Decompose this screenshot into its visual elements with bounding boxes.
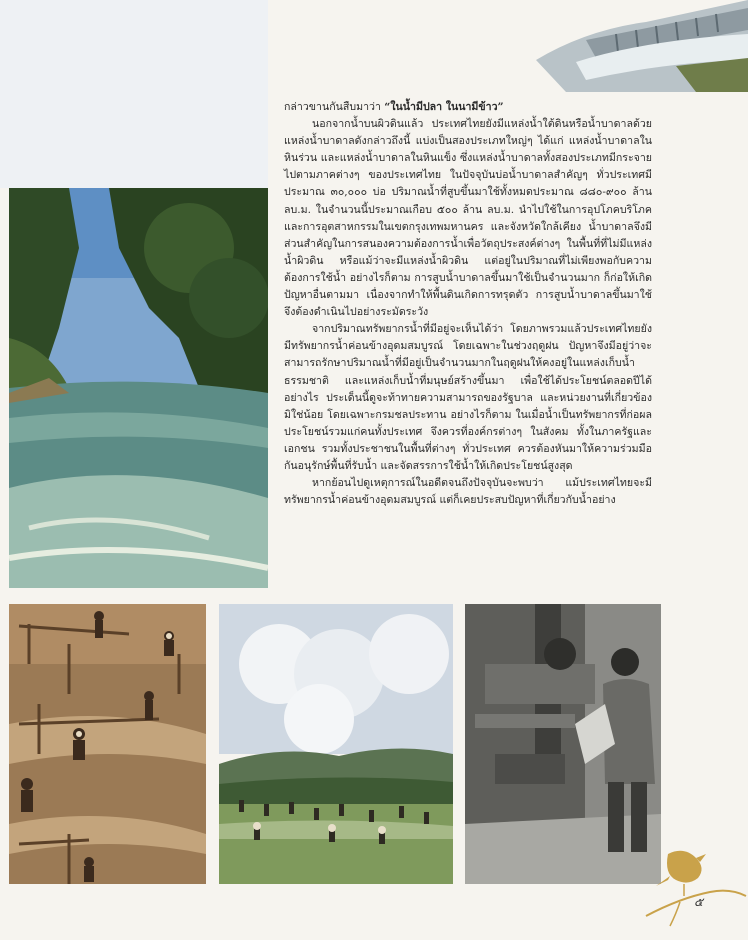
rice-field-photo bbox=[219, 604, 453, 884]
fishing-photo bbox=[9, 604, 206, 884]
intro-line bbox=[284, 99, 652, 116]
river-photo bbox=[9, 188, 268, 588]
page-number: ๕ bbox=[694, 895, 704, 909]
proverb-quote: “ในน้ำมีปลา ในนามีข้าว” bbox=[384, 101, 504, 113]
bird-on-branch-icon bbox=[640, 846, 748, 930]
paragraph-history: หากย้อนไปดูเหตุการณ์ในอดีตจนถึงปัจจุบันจะพบว่า แม้ประเทศไทยจะมีทรัพยากรน้ำค่อนข้างอุดมสมบูรณ์ แต่ก็เคยประสบปัญหาที่เกี่ยวกับน้ำอย่าง bbox=[284, 477, 652, 507]
paragraph-water-resources: จากปริมาณทรัพยากรน้ำที่มีอยู่จะเห็นได้ว่า โดยภาพรวมแล้วประเทศไทยยังมีทรัพยากรน้ำค่อนข้างอุดมสมบูรณ์ โดยเฉพาะในช่วงฤดูฝน ปัญหาจึงมีอยู่ว่าจะสามารถรักษาปริมาณน้ำที่มีอยู่เป็นจำนวนมากในฤดูฝนให้คงอยู่ในแหล่งเก็บน้ำธรรมชาติ และแหล่งเก็บน้ำที่มนุษย์สร้างขึ้นมา เพื่อใช้ได้ประโยชน์ตลอดปีได้อย่างไร ประเด็นนี้ดูจะท้าทายความสามารถของรัฐบาล และหน่วยงานที่เกี่ยวข้องมิใช่น้อย โดยเฉพาะกรมชลประทาน อย่างไรก็ตาม ในเมื่อน้ำเป็นทรัพยากรที่ก่อผลประโยชน์รวมแก่คนทั้งประเทศ จึงควรที่องค์กรต่างๆ ในสังคม ทั้งในภาครัฐและเอกชน รวมทั้งประชาชนในพื้นที่ต่างๆ ทั่วประเทศ ควรต้องหันมาให้ความร่วมมือกันอนุรักษ์พื้นที่รับน้ำ และจัดสรรการใช้น้ำให้เกิดประโยชน์สูงสุด bbox=[284, 323, 652, 472]
drilling-photo bbox=[465, 604, 661, 884]
top-left-blank-area bbox=[0, 0, 268, 188]
intro-text: กล่าวขานกันสืบมาว่า bbox=[284, 101, 385, 113]
paragraph-groundwater: นอกจากน้ำบนผิวดินแล้ว ประเทศไทยยังมีแหล่งน้ำใต้ดินหรือน้ำบาดาลด้วย แหล่งน้ำบาดาลดังกล่าวถึงนี้ แบ่งเป็นสองประเภทใหญ่ๆ ได้แก่ แหล่งน้ำบาดาลในหินร่วน และแหล่งน้ำบาดาลในหินแข็ง ซึ่งแหล่งน้ำบาดาลทั้งสองประเภทมีกระจายไปตามภาคต่างๆ ของประเทศไทย ในปัจจุบันบ่อน้ำบาดาลสำคัญๆ ทั่วประเทศมีประมาณ ๓๐,๐๐๐ บ่อ ปริมาณน้ำที่สูบขึ้นมาใช้ทั้งหมดประมาณ ๘๘๐-๙๐๐ ล้าน ลบ.ม. ในจำนวนนี้ประมาณเกือบ ๕๐๐ ล้าน ลบ.ม. นำไปใช้ในการอุปโภคบริโภค และการอุตสาหกรรมในเขตกรุงเทพมหานคร และจังหวัดใกล้เคียง น้ำบาดาลจึงมีส่วนสำคัญในการสนองความต้องการน้ำเพื่อวัตถุประสงค์ต่างๆ ในพื้นที่ที่ไม่มีแหล่งน้ำผิวดิน หรือแม้ว่าจะมีแหล่งน้ำผิวดิน แต่อยู่ในปริมาณที่ไม่เพียงพอกับความต้องการใช้น้ำ อย่างไรก็ตาม การสูบน้ำบาดาลขึ้นมาใช้เป็นจำนวนมาก ก็ก่อให้เกิดปัญหาอื่นตามมา เนื่องจากทำให้พื้นดินเกิดการทรุดตัว การสูบน้ำบาดาลขึ้นมาใช้จึงต้องดำเนินไปอย่างระมัดระวัง bbox=[284, 118, 652, 319]
article-body bbox=[284, 99, 652, 509]
dam-photo bbox=[526, 0, 748, 92]
